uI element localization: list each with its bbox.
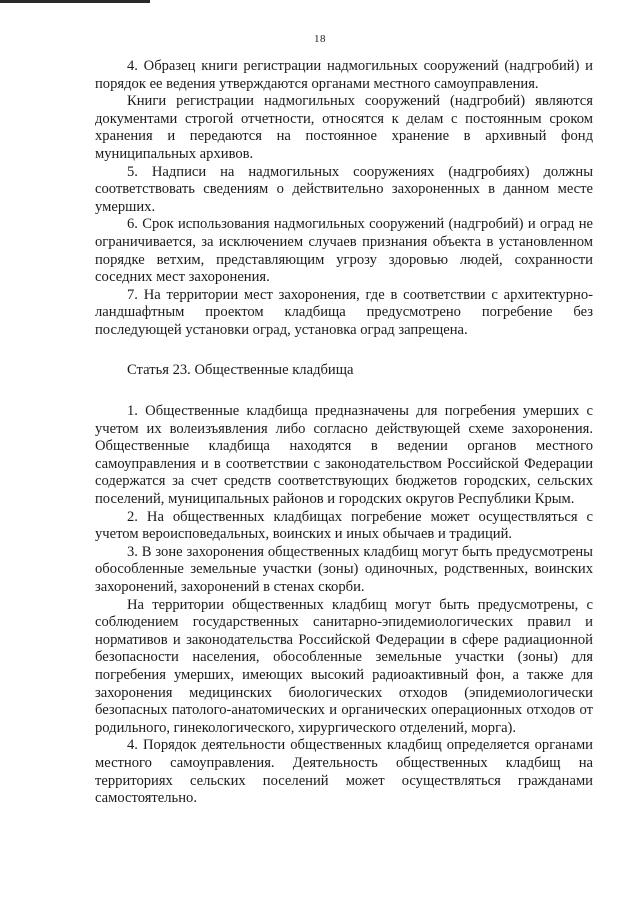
paragraph: На территории общественных кладбищ могут быть предусмотрены, с соблюдением государственных санитарно-эпидемиологических правил и нормативов и законодательства Российской Федерации в сфере радиационной безопасности населения, обособленные земельные участки (зоны) для погребения умерших, имеющих высокий радиоактивный фон, а также для захоронения медицинских биологических отходов (эпидемиологически безопасных патолого-анатомических и органических операционных отходов от родильного, гинекологического, хирургического отделений, морга). bbox=[95, 596, 593, 736]
paragraph: 7. На территории мест захоронения, где в соответствии с архитектурно-ландшафтным проектом кладбища предусмотрено погребение без последующей установки оград, установка оград запрещена. bbox=[95, 286, 593, 338]
paragraph: 5. Надписи на надмогильных сооружениях (надгробиях) должны соответствовать сведениям о действительно захороненных в данном месте умерших. bbox=[95, 163, 593, 215]
paragraph: 3. В зоне захоронения общественных кладбищ могут быть предусмотрены обособленные земельные участки (зоны) одиночных, родственных, воинских захоронений, захоронений в стенах скорби. bbox=[95, 543, 593, 596]
paragraph: 6. Срок использования надмогильных сооружений (надгробий) и оград не ограничивается, за исключением случаев признания объекта в установленном порядке ветхим, представляющим угрозу здоровью людей, сохранности соседних мест захоронения. bbox=[95, 216, 593, 286]
paragraph: Книги регистрации надмогильных сооружений (надгробий) являются документами строгой отчетности, относятся к делам с постоянным сроком хранения и передаются на постоянное хранение в архивный фонд муниципальных архивов. bbox=[95, 93, 593, 162]
paragraph: 1. Общественные кладбища предназначены для погребения умерших с учетом их волеизъявления либо согласно действующей схеме захоронения. Общественные кладбища находятся в ведении органов местного самоуправления и в соответствии с законодательством Российской Федерации содержатся за счет средств соответствующих бюджетов городских, сельских поселений, муниципальных районов и городских округов Республики Крым. bbox=[95, 403, 593, 508]
paragraph: 4. Образец книги регистрации надмогильных сооружений (надгробий) и порядок ее ведения утверждаются органами местного самоуправления. bbox=[95, 58, 593, 92]
article-heading: Статья 23. Общественные кладбища bbox=[127, 361, 354, 378]
page-number: 18 bbox=[314, 33, 326, 45]
top-rule bbox=[0, 0, 150, 3]
document-body bbox=[95, 58, 593, 808]
paragraph: 4. Порядок деятельности общественных кладбищ определяется органами местного самоуправления. Деятельность общественных кладбищ на территориях сельских поселений может осуществляться гражданами самостоятельно. bbox=[95, 737, 593, 807]
paragraph: 2. На общественных кладбищах погребение может осуществляться с учетом вероисповедальных, воинских и иных обычаев и традиций. bbox=[95, 508, 593, 543]
